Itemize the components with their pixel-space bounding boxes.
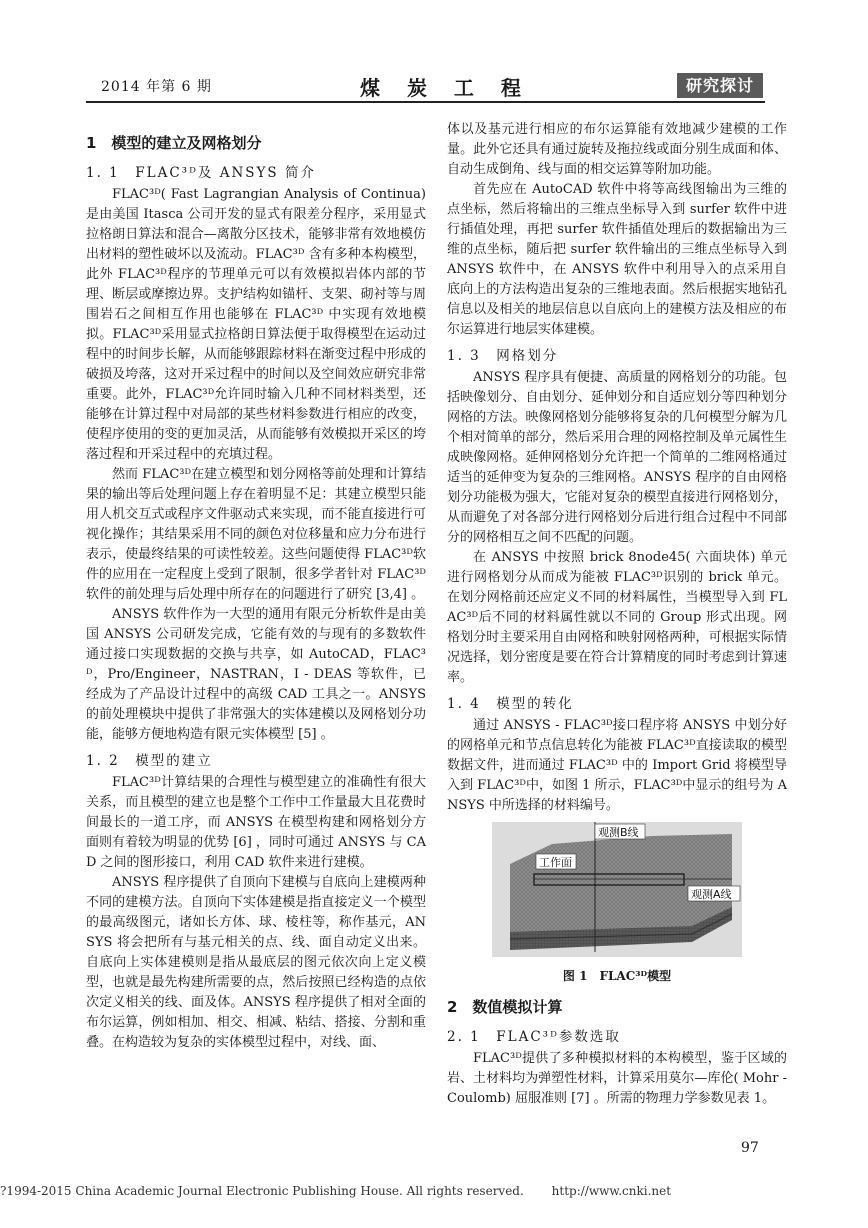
label-line-a: 观测A线 xyxy=(691,888,732,901)
figure-caption: 图 1 FLAC³ᴰ模型 xyxy=(562,969,672,983)
issue-label: 2014 年第 6 期 xyxy=(101,79,212,95)
subsection-heading: 2. 1 FLAC³ᴰ参数选取 xyxy=(447,1029,621,1045)
right-column xyxy=(447,120,787,1109)
header-rule xyxy=(86,101,765,103)
footer xyxy=(0,1184,868,1198)
paragraph: 在 ANSYS 中按照 brick 8node45( 六面块体) 单元进行网格划分从而成为能被 FLAC³ᴰ识别的 brick 单元。在划分网格前还应定义不同的材料属性，当模型导入到 FLAC³ᴰ后不同的材料属性就以不同的 Group 形式出现。网格划分时主要采用自由网格和映射网格两种，可根据实际情况选择，划分密度是要在符合计算精度的同时考虑到计算速率。 xyxy=(447,550,787,685)
paragraph: ANSYS 程序具有便捷、高质量的网格划分的功能。包括映像划分、自由划分、延伸划分和自适应划分等四种划分网格的方法。映像网格划分能够将复杂的几何模型分解为几个相对简单的部分，然后采用合理的网格控制及单元属性生成映像网格。延伸网格划分允许把一个简单的二维网格通过适当的延伸变为复杂的三维网格。ANSYS 程序的自由网格划分功能极为强大，它能对复杂的模型直接进行网格划分，从而避免了对各部分进行网格划分后进行组合过程中不同部分的网格相互之间不匹配的问题。 xyxy=(447,370,787,545)
footer-url: http://www.cnki.net xyxy=(551,1184,672,1198)
subsection-heading: 1. 4 模型的转化 xyxy=(447,696,574,712)
paragraph: FLAC³ᴰ( Fast Lagrangian Analysis of Continua) 是由美国 Itasca 公司开发的显式有限差分程序，采用显式拉格朗日算法和混合—离散分区技术，能够非常有效地模仿出材料的塑性破坏以及流动。FLAC³ᴰ 含有多种本构模型，此外 FLAC³ᴰ程序的节理单元可以有效模拟岩体内部的节理、断层或摩擦边界。支护结构如锚杆、支架、砌衬等与周围岩石之间相互作用也能够在 FLAC³ᴰ 中实现有效地模拟。FLAC³ᴰ采用显式拉格朗日算法便于取得模型在运动过程中的时间步长解，从而能够跟踪材料在渐变过程中形成的破损及垮落，这对开采过程中的时间以及空间效应研究非常重要。此外，FLAC³ᴰ允许同时输入几种不同材料类型，还能够在计算过程中对局部的某些材料参数进行相应的改变，使程序使用的变的更加灵活，从而能够有效模拟开采区的垮落过程和开采过程中的充填过程。 xyxy=(86,187,426,462)
paragraph: 然而 FLAC³ᴰ在建立模型和划分网格等前处理和计算结果的输出等后处理问题上存在着明显不足：其建立模型只能用人机交互式或程序文件驱动式来实现，而不能直接进行可视化操作；其结果采用不同的颜色对位移量和应力分布进行表示，使最终结果的可读性较差。这些问题使得 FLAC³ᴰ软件的应用在一定程度上受到了限制，很多学者针对 FLAC³ᴰ软件的前处理与后处理中所存在的问题进行了研究 [3,4] 。 xyxy=(86,467,426,602)
paragraph: 体以及基元进行相应的布尔运算能有效地减少建模的工作量。此外它还具有通过旋转及拖拉线或面分别生成面和体、自动生成倒角、线与面的相交运算等附加功能。 xyxy=(447,122,787,177)
page-number: 97 xyxy=(741,1140,759,1156)
label-workface: 工作面 xyxy=(539,856,572,869)
paragraph: ANSYS 软件作为一大型的通用有限元分析软件是由美国 ANSYS 公司研发完成，它能有效的与现有的多数软件通过接口实现数据的交换与共享，如 AutoCAD，FLAC³ᴰ，Pro/Engineer，NASTRAN，I - DEAS 等软件，已经成为了产品设计过程中的高级 CAD 工具之一。ANSYS 的前处理模块中提供了非常强大的实体建模以及网格划分功能，能够方便地构造有限元实体模型 [5] 。 xyxy=(86,607,426,742)
label-line-b: 观测B线 xyxy=(598,826,639,839)
footer-copyright: ?1994-2015 China Academic Journal Electronic Publishing House. All rights reserved. xyxy=(0,1184,524,1198)
section-badge: 研究探讨 xyxy=(677,73,763,98)
subsection-heading: 1. 3 网格划分 xyxy=(447,348,559,364)
paragraph: FLAC³ᴰ计算结果的合理性与模型建立的准确性有很大关系，而且模型的建立也是整个工作中工作量最大且花费时间最长的一道工序，而 ANSYS 在模型构建和网格划分方面则有着较为明显的优势 [6] ，同时可通过 ANSYS 与 CAD 之间的图形接口，利用 CAD 软件来进行建模。 xyxy=(86,775,426,870)
paragraph: 通过 ANSYS - FLAC³ᴰ接口程序将 ANSYS 中划分好的网格单元和节点信息转化为能被 FLAC³ᴰ直接读取的模型数据文件，进而通过 FLAC³ᴰ 中的 Import Grid 将模型导入到 FLAC³ᴰ中，如图 1 所示，FLAC³ᴰ中显示的组号为 ANSYS 中所选择的材料编号。 xyxy=(447,718,787,813)
journal-title: 煤 炭 工 程 xyxy=(360,76,531,100)
left-column xyxy=(86,120,426,1053)
paragraph: 首先应在 AutoCAD 软件中将等高线图输出为三维的点坐标，然后将输出的三维点坐标导入到 surfer 软件中进行插值处理，再把 surfer 软件插值处理后的数据输出为三维的点坐标，随后把 surfer 软件输出的三维点坐标导入到 ANSYS 软件中，在 ANSYS 软件中利用导入的点采用自底向上的方法构造出复杂的三维地表面。然后根据实地钻孔信息以及相关的地层信息以自底向上的建模方法及相应的布尔运算进行地层实体建模。 xyxy=(447,182,787,337)
figure-1 xyxy=(447,822,787,984)
subsection-heading: 1. 2 模型的建立 xyxy=(86,753,213,769)
section-heading: 2 数值模拟计算 xyxy=(447,998,563,1016)
section-heading: 1 模型的建立及网格划分 xyxy=(86,134,262,152)
paragraph: FLAC³ᴰ提供了多种模拟材料的本构模型，鉴于区域的岩、土材料均为弹塑性材料，计算采用莫尔—库伦( Mohr - Coulomb) 屈服准则 [7] 。所需的物理力学参数见表 1。 xyxy=(447,1051,787,1106)
paragraph: ANSYS 程序提供了自顶向下建模与自底向上建模两种不同的建模方法。自顶向下实体建模是指直接定义一个模型的最高级图元，诸如长方体、球、棱柱等，称作基元，ANSYS 将会把所有与基元相关的点、线、面自动定义出来。自底向上实体建模则是指从最底层的图元依次向上定义模型，也就是最先构建所需要的点，然后按照已经构造的点依次定义相关的线、面及体。ANSYS 程序提供了相对全面的布尔运算，例如相加、相交、相减、粘结、搭接、分割和重叠。在构造较为复杂的实体模型过程中，对线、面、 xyxy=(86,875,426,1050)
subsection-heading: 1. 1 FLAC³ᴰ及 ANSYS 简介 xyxy=(86,165,316,181)
flac-model-image xyxy=(492,822,742,957)
